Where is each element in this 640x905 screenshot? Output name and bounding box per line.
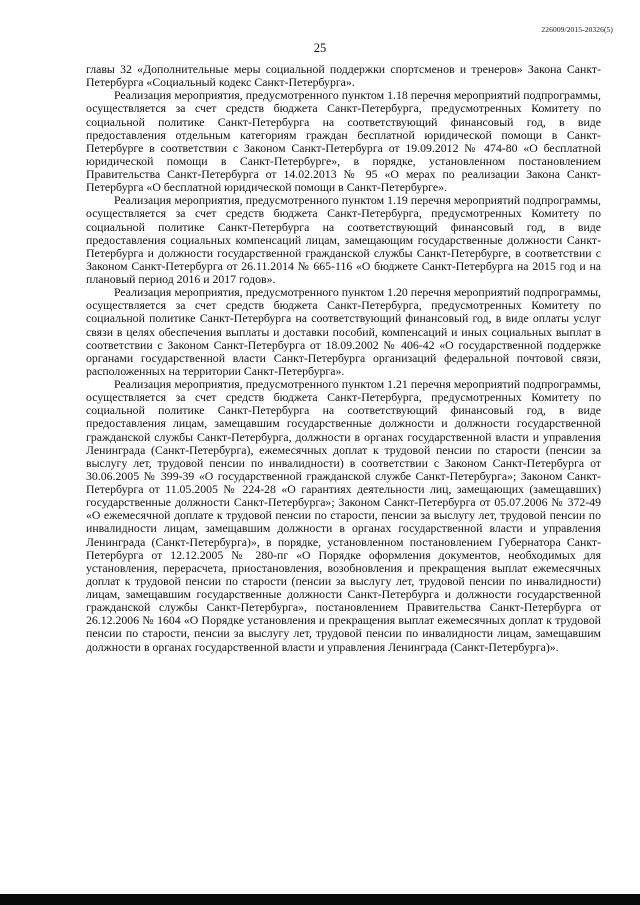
- page-number: 25: [313, 41, 327, 55]
- document-body: [86, 63, 601, 654]
- paragraph-item-1-20: Реализация мероприятия, предусмотренного пунктом 1.20 перечня мероприятий подпрограммы, осуществляется за счет средств бюджета Санкт-Петербурга, предусмотренных Комитету по социальной политике Санкт-Петербурга на соответствующий финансовый год, в виде оплаты услуг связи в целях обеспечения выплаты и доставки пособий, компенсаций и иных социальных выплат в соответствии с Законом Санкт-Петербурга от 18.09.2002 № 406-42 «О государственной поддержке органами государственной власти Санкт-Петербурга организаций федеральной почтовой связи, расположенных на территории Санкт-Петербурга».: [86, 285, 601, 378]
- paragraph-item-1-18: Реализация мероприятия, предусмотренного пунктом 1.18 перечня мероприятий подпрограммы, осуществляется за счет средств бюджета Санкт-Петербурга, предусмотренных Комитету по социальной политике Санкт-Петербурга на соответствующий финансовый год, в виде предоставления отдельным категориям граждан бесплатной юридической помощи в Санкт-Петербурге в соответствии с Законом Санкт-Петербурга от 19.09.2012 № 474-80 «О бесплатной юридической помощи в Санкт-Петербурге», в порядке, установленном постановлением Правительства Санкт-Петербурга от 14.02.2013 № 95 «О мерах по реализации Закона Санкт-Петербурга «О бесплатной юридической помощи в Санкт-Петербурге».: [86, 88, 601, 195]
- scan-edge-bar: [0, 894, 640, 905]
- paragraph-item-1-21: Реализация мероприятия, предусмотренного пунктом 1.21 перечня мероприятий подпрограммы, осуществляется за счет средств бюджета Санкт-Петербурга, предусмотренных Комитету по социальной политике Санкт-Петербурга на соответствующий финансовый год, в виде предоставления лицам, замещавшим государственные должности и должности государственной гражданской службы Санкт-Петербурга, должности в органах государственной власти и управления Ленинграда (Санкт-Петербурга), ежемесячных доплат к трудовой пенсии по старости (пенсии за выслугу лет, трудовой пенсии по инвалидности) в соответствии с Законом Санкт-Петербурга от 30.06.2005 № 399-39 «О государственной гражданской службе Санкт-Петербурга»; Законом Санкт-Петербурга от 11.05.2005 № 224-28 «О гарантиях деятельности лиц, замещающих (замещавших) государственные должности Санкт-Петербурга»; Законом Санкт-Петербурга от 05.07.2006 № 372-49 «О ежемесячной доплате к трудовой пенсии по старости, пенсии за выслугу лет, трудовой пенсии по инвалидности лицам, замещавшим должности в органах государственной власти и управления Ленинграда (Санкт-Петербурга)», в порядке, установленном постановлением Губернатора Санкт-Петербурга от 12.12.2005 № 280-пг «О Порядке оформления документов, необходимых для установления, перерасчета, приостановления, возобновления и прекращения выплат ежемесячных доплат к трудовой пенсии по старости (пенсии за выслугу лет, трудовой пенсии по инвалидности) лицам, замещавшим государственные должности Санкт-Петербурга и должности государственной гражданской службы Санкт-Петербурга», постановлением Правительства Санкт-Петербурга от 26.12.2006 № 1604 «О Порядке установления и прекращения выплат ежемесячных доплат к трудовой пенсии по старости, пенсии за выслугу лет, трудовой пенсии по инвалидности лицам, замещавшим должности в органах государственной власти и управления Ленинграда (Санкт-Петербурга)».: [86, 377, 601, 654]
- paragraph-continuation: главы 32 «Дополнительные меры социальной поддержки спортсменов и тренеров» Закона Санкт-Петербурга «Социальный кодекс Санкт-Петербурга».: [86, 62, 601, 90]
- paragraph-item-1-19: Реализация мероприятия, предусмотренного пунктом 1.19 перечня мероприятий подпрограммы, осуществляется за счет средств бюджета Санкт-Петербурга, предусмотренных Комитету по социальной политике Санкт-Петербурга на соответствующий финансовый год, в виде предоставления социальных компенсаций лицам, замещающим государственные должности Санкт-Петербурга и должности государственной гражданской службы Санкт-Петербурге, в соответствии с Законом Санкт-Петербурга от 26.11.2014 № 665-116 «О бюджете Санкт-Петербурга на 2015 год и на плановый период 2016 и 2017 годов».: [86, 193, 601, 286]
- document-id: 226009/2015-20326(5): [541, 25, 613, 34]
